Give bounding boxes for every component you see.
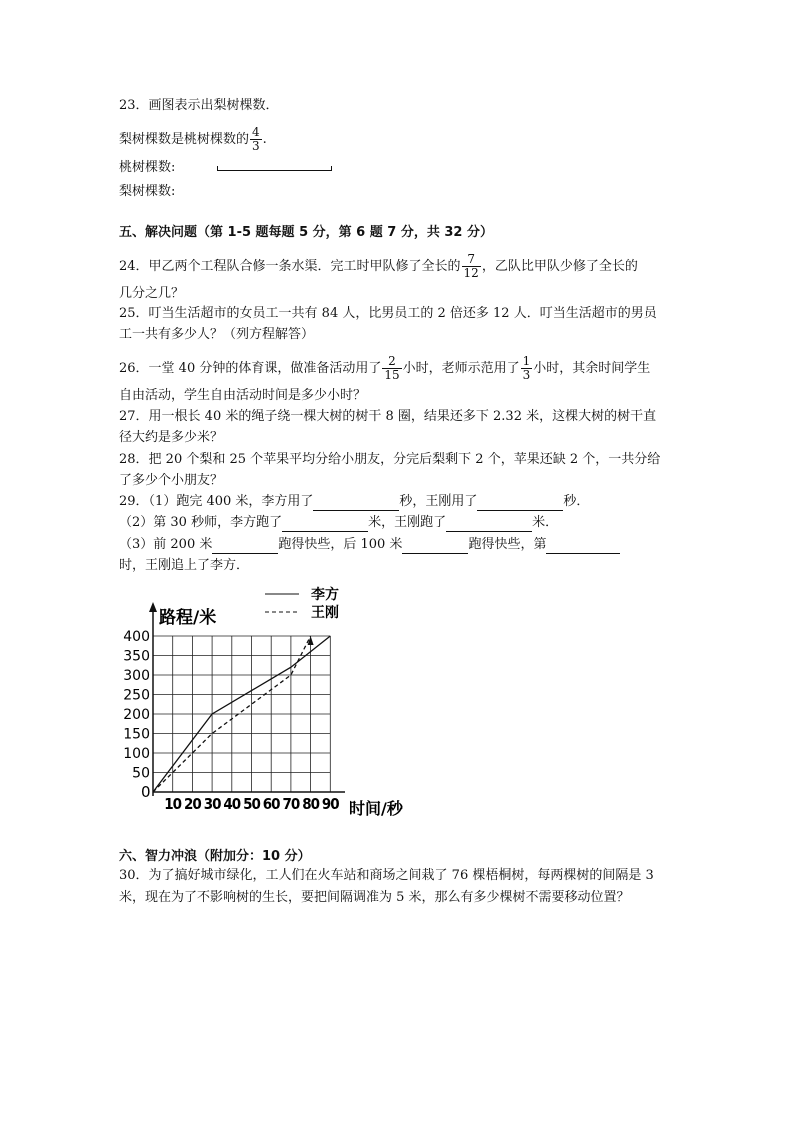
y-tick-label: 350 — [123, 648, 150, 665]
q29-blank-catch-up-time[interactable] — [546, 539, 620, 554]
x-tick-label: 80 — [302, 795, 319, 813]
q23-peach-label: 桃树棵数: — [119, 160, 176, 175]
distance-time-chart — [113, 582, 423, 822]
q29-p1b: 秒，王刚用了 — [399, 494, 478, 509]
q23-frac-num: 4 — [252, 125, 260, 139]
q24-line1 — [119, 253, 638, 280]
q26-pre: 26．一堂 40 分钟的体育课，做准备活动用了 — [119, 361, 382, 376]
q29-p2a: （2）第 30 秒师，李方跑了 — [119, 515, 283, 530]
q29-blank-last-100[interactable] — [402, 539, 468, 554]
chart-grid — [153, 636, 330, 792]
q29-part1 — [119, 493, 589, 511]
q23-fraction — [250, 126, 262, 153]
q26-frac1-den: 15 — [384, 368, 400, 382]
q29-p2c: 米． — [532, 515, 559, 530]
x-tick-label: 20 — [184, 795, 201, 813]
q23-frac-den: 3 — [252, 139, 260, 153]
q27-line2: 径大约是多少米？ — [119, 430, 224, 445]
q26-frac2-den: 3 — [522, 368, 531, 382]
x-tick-label: 90 — [321, 795, 339, 813]
q26-frac2-num: 1 — [522, 354, 531, 368]
chart-legend — [265, 586, 339, 621]
x-tick-label: 10 — [164, 795, 182, 813]
q28-line1: 28．把 20 个梨和 25 个苹果平均分给小朋友，分完后梨剩下 2 个，苹果还缺 2 个，一共分给 — [119, 452, 661, 467]
q29-part3 — [119, 536, 620, 554]
q26-line2: 自由活动，学生自由活动时间是多少小时？ — [119, 388, 367, 403]
q27-line1: 27．用一根长 40 米的绳子绕一棵大树的树干 8 圈，结果还多下 2.32 米，这棵大树的树干直 — [119, 409, 657, 424]
y-tick-label: 300 — [123, 668, 150, 684]
q24-post: ，乙队比甲队少修了全长的 — [481, 259, 638, 274]
q29-blank-wanggang-distance[interactable] — [446, 517, 532, 532]
y-tick-label: 150 — [123, 726, 150, 743]
q26-fraction2 — [521, 355, 533, 382]
q30-line1: 30．为了搞好城市绿化，工人们在火车站和商场之间栽了 76 棵梧桐树，每两棵树的间隔是 3 — [119, 868, 654, 883]
q24-frac-den: 12 — [463, 266, 479, 280]
q29-blank-lifang-distance[interactable] — [282, 517, 368, 532]
q29-part4: 时，王刚追上了李方． — [119, 558, 250, 573]
q23-title: 23．画图表示出梨树棵数． — [119, 98, 279, 113]
x-tick-label: 70 — [282, 795, 300, 813]
q25-line1: 25．叮当生活超市的女员工一共有 84 人，比男员工的 2 倍还多 12 人．叮当生活超市的男员 — [119, 306, 657, 321]
q23-peach-bar — [217, 166, 332, 171]
q26-frac1-num: 2 — [388, 354, 396, 368]
q26-line1 — [119, 355, 650, 382]
q23-sentence-pre: 梨树棵数是桃树棵数的 — [119, 132, 250, 147]
q29-p1a: 29．（1）跑完 400 米，李方用了 — [119, 494, 314, 509]
y-tick-label: 200 — [123, 707, 150, 723]
q24-frac-num: 7 — [467, 252, 475, 266]
q25-line2: 工一共有多少人？（列方程解答） — [119, 327, 315, 342]
y-axis-arrow — [149, 602, 157, 612]
origin-label: 0 — [141, 783, 151, 801]
q26-mid: 小时，老师示范用了 — [402, 361, 520, 376]
x-tick-label: 50 — [243, 795, 260, 813]
q23-sentence — [119, 126, 267, 153]
q24-pre: 24．甲乙两个工程队合修一条水渠．完工时甲队修了全长的 — [119, 259, 461, 274]
y-tick-label: 250 — [123, 687, 150, 704]
q29-p3b: 跑得快些，后 100 米 — [278, 537, 403, 552]
q29-blank-first-200[interactable] — [212, 539, 278, 554]
q29-blank-lifang-time[interactable] — [313, 496, 399, 511]
q26-fraction1 — [382, 355, 401, 382]
q29-p3a: （3）前 200 米 — [119, 537, 213, 552]
y-tick-label: 50 — [132, 765, 150, 782]
q29-p3c: 跑得快些，第 — [468, 537, 547, 552]
q29-part2 — [119, 514, 558, 532]
q30-line2: 米，现在为了不影响树的生长，要把间隔调准为 5 米，那么有多少棵树不需要移动位置？ — [119, 890, 630, 905]
q24-line2: 几分之几？ — [119, 286, 185, 301]
q23-pear-label: 梨树棵数: — [119, 184, 176, 199]
y-tick-label: 400 — [123, 629, 150, 645]
q24-fraction — [462, 253, 481, 280]
y-tick-label: 100 — [123, 746, 150, 762]
x-axis-label: 时间/秒 — [349, 799, 403, 818]
q29-p2b: 米，王刚跑了 — [368, 515, 447, 530]
legend-label-lifang: 李方 — [311, 587, 339, 603]
q28-line2: 了多少个小朋友？ — [119, 473, 224, 488]
section6-title: 六、智力冲浪（附加分：10 分） — [119, 849, 311, 864]
x-tick-label: 30 — [203, 795, 221, 813]
section5-title: 五、解决问题（第 1-5 题每题 5 分，第 6 题 7 分，共 32 分） — [119, 225, 493, 240]
q29-p1c: 秒． — [563, 494, 590, 509]
q26-post: 小时，其余时间学生 — [533, 361, 651, 376]
y-axis-label: 路程/米 — [159, 608, 217, 628]
legend-label-wanggang: 王刚 — [311, 605, 339, 621]
q29-blank-wanggang-time[interactable] — [477, 496, 563, 511]
q23-sentence-post: . — [262, 132, 267, 147]
x-tick-label: 60 — [262, 795, 280, 813]
x-tick-label: 40 — [223, 795, 241, 813]
